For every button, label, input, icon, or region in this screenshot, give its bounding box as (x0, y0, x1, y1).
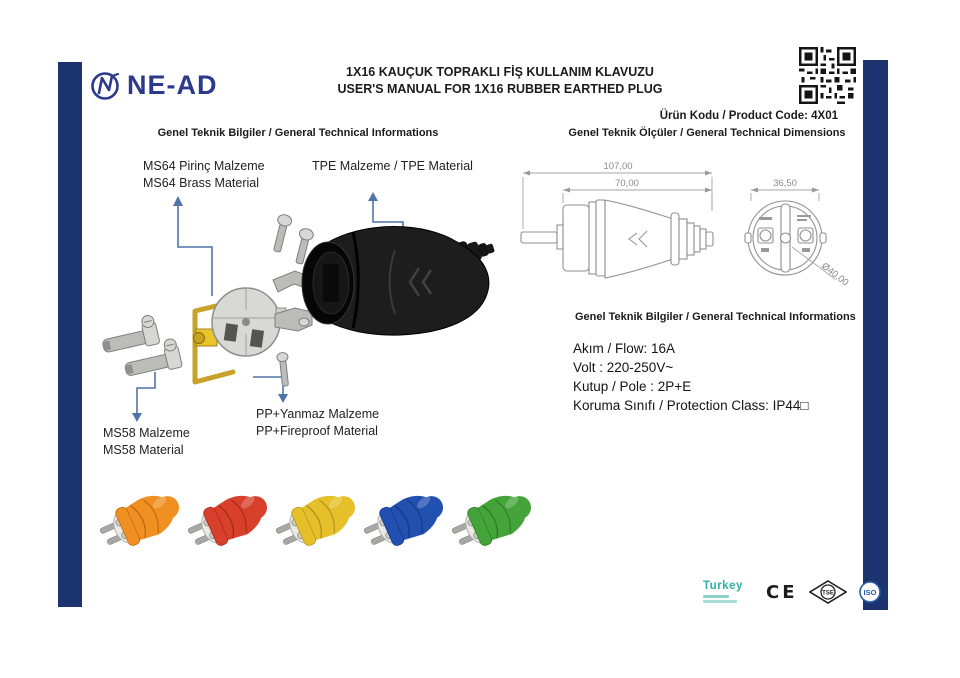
technical-info-heading: Genel Teknik Bilgiler / General Technical Informations (157, 127, 439, 139)
title-line-turkish: 1X16 KAUÇUK TOPRAKLI FİŞ KULLANIM KLAVUZU (346, 65, 654, 79)
left-accent-bar (58, 62, 82, 607)
brass-pins (99, 314, 183, 379)
page-title (280, 64, 720, 98)
brand-logo (88, 68, 218, 102)
label-ms58-material: MS58 Malzeme MS58 Material (103, 426, 190, 457)
plug-side-view (521, 200, 713, 278)
label-pp-fireproof: PP+Yanmaz Malzeme PP+Fireproof Material (256, 407, 380, 438)
plug-front-view (745, 201, 826, 275)
svg-text:ISO: ISO (863, 588, 876, 597)
plug-variant-blue (364, 482, 446, 562)
tse-logo (809, 580, 847, 604)
plug-variant-orange (100, 482, 182, 562)
label-tpe-material: TPE Malzeme / TPE Material (312, 159, 473, 173)
specs-heading: Genel Teknik Bilgiler / General Technical Informations (575, 311, 856, 323)
ne-ad-logo-icon (88, 68, 122, 102)
label-ms64-brass: MS64 Pirinç Malzeme MS64 Brass Material (143, 159, 265, 190)
spec-pole: Kutup / Pole : 2P+E (573, 379, 692, 394)
svg-text:TSE: TSE (821, 590, 834, 597)
technical-dimensions-drawing (515, 155, 865, 320)
spec-list (573, 339, 809, 415)
exploded-view-diagram (95, 192, 515, 472)
qr-code (799, 47, 856, 104)
spec-volt: Volt : 220-250V~ (573, 360, 674, 375)
plug-variant-yellow (276, 482, 358, 562)
plug-variant-green (452, 482, 534, 562)
certification-logos (703, 580, 882, 604)
right-accent-bar (863, 60, 888, 610)
dimension-front-width (751, 178, 819, 201)
svg-text:70,00: 70,00 (615, 178, 639, 189)
plug-variant-red (188, 482, 270, 562)
dimensions-heading: Genel Teknik Ölçüler / General Technical Dimensions (568, 127, 846, 139)
svg-text:107,00: 107,00 (603, 161, 633, 172)
iso-logo (858, 580, 882, 604)
brand-logo-text: NE-AD (127, 69, 218, 100)
plug-color-row (100, 482, 540, 562)
tpe-rubber-boot (302, 227, 497, 336)
ce-mark: CE (766, 581, 798, 603)
product-code: Ürün Kodu / Product Code: 4X01 (659, 110, 838, 122)
svg-text:36,50: 36,50 (773, 178, 797, 189)
spec-flow: Akım / Flow: 16A (573, 341, 676, 356)
spec-protection-class: Koruma Sınıfı / Protection Class: IP44□ (573, 398, 809, 413)
title-line-english: USER'S MANUAL FOR 1X16 RUBBER EARTHED PLUG (337, 82, 663, 96)
turkey-logo: Turkey (703, 581, 755, 603)
svg-text:Ø40,00: Ø40,00 (819, 260, 851, 289)
